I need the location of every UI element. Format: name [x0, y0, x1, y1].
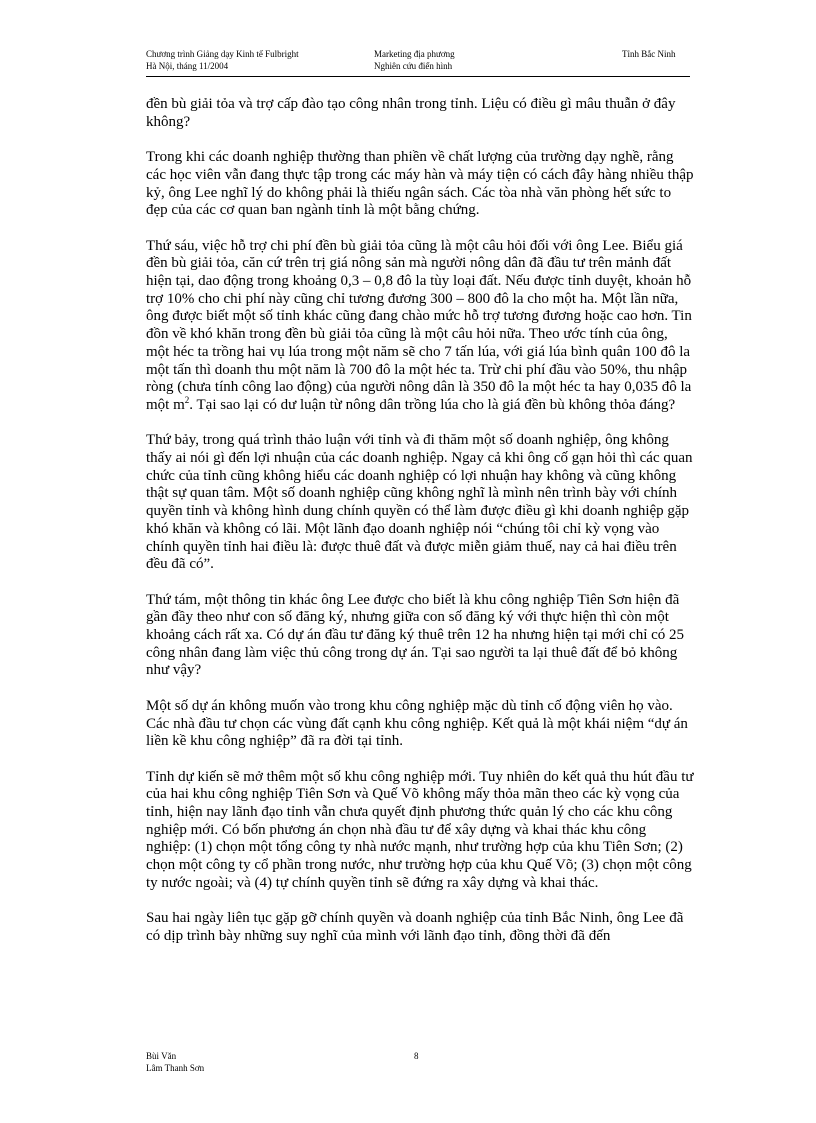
paragraph: Thứ bảy, trong quá trình thảo luận với tỉnh và đi thăm một số doanh nghiệp, ông không thấy ai nói gì đến lợi nhuận của các doanh nghiệp. Ngay cả khi ông cố gạn hỏi thì các quan chức của tỉnh cũng không hiểu các doanh nghiệp có lợi nhuận hay không và cũng không thật sự quan tâm. Một số doanh nghiệp cũng không nghĩ là mình nên trình bày với chính quyền tỉnh và không hình dung chính quyền có thể làm được điều gì khi doanh nghiệp gặp khó khăn và không có lãi. Một lãnh đạo doanh nghiệp nói “chúng tôi chỉ kỳ vọng vào chính quyền tỉnh hai điều là: được thuê đất và được miễn giảm thuế, nay cả hai điều trên đều đã có”.: [146, 432, 693, 573]
footer-author: Lâm Thanh Sơn: [146, 1063, 205, 1073]
paragraph: Một số dự án không muốn vào trong khu công nghiệp mặc dù tỉnh cố động viên họ vào. Các nhà đầu tư chọn các vùng đất cạnh khu công nghiệp. Kết quả là một khái niệm “dự án liền kề khu công nghiệp” đã ra đời tại tỉnh.: [146, 697, 688, 750]
paragraph-text: Thứ sáu, việc hỗ trợ chi phí đền bù giải tỏa cũng là một câu hỏi đối với ông Lee. Biểu giá đền bù giải tỏa, căn cứ trên trị giá nông sản mà người nông dân đã đầu tư trên mảnh đất hiện tại, dao động trong khoảng 0,3 – 0,8 đô la tùy loại đất. Nếu được tỉnh duyệt, khoản hỗ trợ 10% cho chi phí này cũng chỉ tương đương 300 – 800 đô la cho một ha. Một lần nữa, ông được biết một số tỉnh khác cũng đang chào mức hỗ trợ tương đương hoặc cao hơn. Tin đồn về khó khăn trong đền bù giải tỏa cũng là một câu hỏi nữa. Theo ước tính của ông, một héc ta trồng hai vụ lúa trong một năm sẽ cho 7 tấn lúa, với giá lúa bình quân 100 đô la một tấn thì doanh thu một năm là 700 đô la một héc ta. Trừ chi phí đầu vào 50%, thu nhập ròng (chưa tính công lao động) của người nông dân là 350 đô la một héc ta hay 0,035 đô la một m: [146, 237, 692, 413]
document-body: [146, 96, 694, 963]
header-case-study: Nghiên cứu điển hình: [374, 61, 453, 71]
paragraph: Tỉnh dự kiến sẽ mở thêm một số khu công nghiệp mới. Tuy nhiên do kết quả thu hút đầu tư của hai khu công nghiệp Tiên Sơn và Quế Võ không mấy thỏa mãn theo các kỳ vọng của tỉnh, hiện nay lãnh đạo tỉnh vẫn chưa quyết định phương thức quản lý cho các khu công nghiệp mới. Có bốn phương án chọn nhà đầu tư để xây dựng và khai thác khu công nghiệp: (1) chọn một tổng công ty nhà nước mạnh, như trường hợp của khu Tiên Sơn; (2) chọn một công ty cổ phần trong nước, như trường hợp của khu Quế Võ; (3) chọn một công ty nước ngoài; và (4) tự chính quyền tỉnh sẽ đứng ra xây dựng và khai thác.: [146, 768, 694, 891]
header-course-name: Marketing địa phương: [374, 49, 455, 59]
paragraph: [146, 238, 694, 415]
footer-author: Bùi Văn: [146, 1051, 177, 1061]
paragraph-text-tail: . Tại sao lại có dư luận từ nông dân trồng lúa cho là giá đền bù không thỏa đáng?: [189, 396, 676, 413]
header-course: [374, 48, 455, 72]
header-case-title: Tỉnh Bắc Ninh: [622, 49, 676, 59]
header-program: [146, 48, 299, 72]
paragraph: Thứ tám, một thông tin khác ông Lee được cho biết là khu công nghiệp Tiên Sơn hiện đã gần đầy theo như con số đăng ký, nhưng giữa con số đăng ký với thực hiện thì còn một khoảng cách rất xa. Có dự án đầu tư đăng ký thuê trên 12 ha nhưng hiện tại mới chỉ có 25 công nhân đang làm việc thủ công trong dự án. Tại sao người ta lại thuê đất để bỏ không như vậy?: [146, 591, 685, 679]
paragraph: đền bù giải tỏa và trợ cấp đào tạo công nhân trong tỉnh. Liệu có điều gì mâu thuẫn ở đây không?: [146, 96, 676, 130]
paragraph: Sau hai ngày liên tục gặp gỡ chính quyền và doanh nghiệp của tỉnh Bắc Ninh, ông Lee đã có dịp trình bày những suy nghĩ của mình với lãnh đạo tỉnh, đồng thời đã đến: [146, 910, 684, 944]
header-divider: [146, 76, 690, 77]
superscript-exponent: 2: [184, 394, 190, 405]
header-program-name: Chương trình Giảng dạy Kinh tế Fulbright: [146, 49, 299, 59]
page-number: 8: [414, 1051, 419, 1061]
header-date: Hà Nội, tháng 11/2004: [146, 61, 229, 71]
footer-authors: [146, 1050, 204, 1074]
paragraph: Trong khi các doanh nghiệp thường than phiền về chất lượng của trường dạy nghề, rằng các học viên vẫn đang thực tập trong các máy hàn và máy tiện có cách đây hàng nhiều thập kỷ, ông Lee nghĩ lý do không phải là thiếu ngân sách. Các tòa nhà văn phòng hết sức to đẹp của các cơ quan ban ngành tỉnh là một bằng chứng.: [146, 149, 694, 219]
